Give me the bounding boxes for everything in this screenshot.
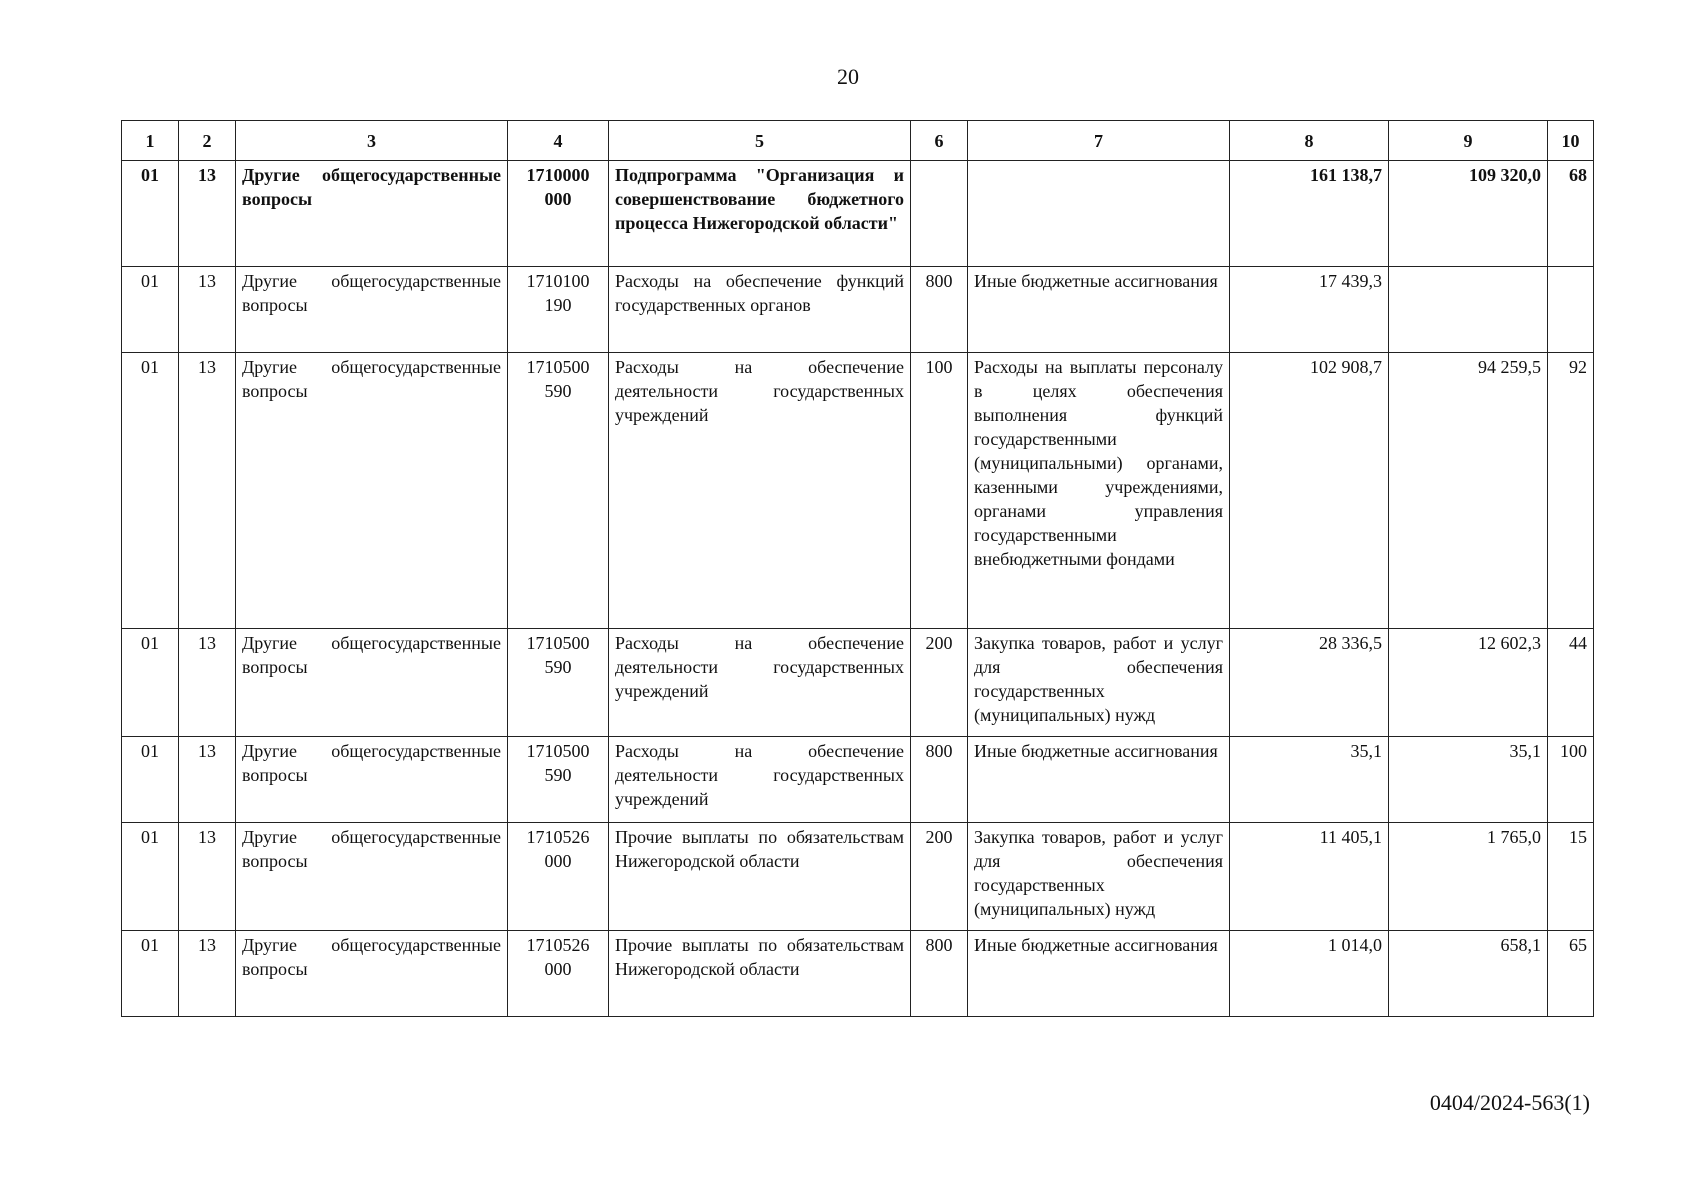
expense-type-name [968,161,1230,267]
execution-percent: 15 [1548,823,1594,931]
expense-type-name: Закупка товаров, работ и услуг для обеспечения государственных (муниципальных) нужд [968,629,1230,737]
subsection-name: Другие общегосударственные вопросы [236,629,508,737]
subsection-code: 13 [179,823,236,931]
expense-type-code: 800 [911,931,968,1017]
column-header: 7 [968,121,1230,161]
column-header: 1 [122,121,179,161]
expense-type-name: Расходы на выплаты персоналу в целях обеспечения выполнения функций государственными (муниципальными) органами, казенными учреждениями, органами управления государственными внебюджетными фондами [968,353,1230,629]
planned-amount: 1 014,0 [1230,931,1389,1017]
table-header-row [122,121,1594,161]
target-article-code: 1710526 000 [508,823,609,931]
executed-amount: 658,1 [1389,931,1548,1017]
target-article-code: 1710500 590 [508,629,609,737]
target-article-name: Прочие выплаты по обязательствам Нижегородской области [609,823,911,931]
target-article-name: Расходы на обеспечение функций государственных органов [609,267,911,353]
expense-type-name: Иные бюджетные ассигнования [968,737,1230,823]
section-code: 01 [122,267,179,353]
execution-percent: 65 [1548,931,1594,1017]
section-code: 01 [122,737,179,823]
subsection-code: 13 [179,161,236,267]
target-article-code: 1710526 000 [508,931,609,1017]
subsection-name: Другие общегосударственные вопросы [236,931,508,1017]
expense-type-name: Иные бюджетные ассигнования [968,931,1230,1017]
subsection-code: 13 [179,267,236,353]
column-header: 10 [1548,121,1594,161]
subsection-code: 13 [179,629,236,737]
planned-amount: 102 908,7 [1230,353,1389,629]
subsection-code: 13 [179,353,236,629]
planned-amount: 11 405,1 [1230,823,1389,931]
table-row [122,931,1594,1017]
table-row [122,161,1594,267]
section-code: 01 [122,629,179,737]
execution-percent [1548,267,1594,353]
target-article-code: 1710100 190 [508,267,609,353]
subsection-name: Другие общегосударственные вопросы [236,267,508,353]
executed-amount: 109 320,0 [1389,161,1548,267]
table-row [122,267,1594,353]
execution-percent: 92 [1548,353,1594,629]
table-row [122,353,1594,629]
column-header: 3 [236,121,508,161]
expense-type-code: 800 [911,737,968,823]
target-article-code: 1710000 000 [508,161,609,267]
document-reference-number: 0404/2024-563(1) [1429,1090,1590,1115]
expense-type-code [911,161,968,267]
section-code: 01 [122,161,179,267]
expense-type-code: 800 [911,267,968,353]
section-code: 01 [122,353,179,629]
column-header: 2 [179,121,236,161]
expense-type-code: 200 [911,823,968,931]
planned-amount: 35,1 [1230,737,1389,823]
budget-table [121,120,1594,1017]
table-row [122,737,1594,823]
column-header: 5 [609,121,911,161]
executed-amount: 35,1 [1389,737,1548,823]
expense-type-code: 200 [911,629,968,737]
executed-amount [1389,267,1548,353]
subsection-code: 13 [179,737,236,823]
target-article-code: 1710500 590 [508,737,609,823]
target-article-code: 1710500 590 [508,353,609,629]
execution-percent: 44 [1548,629,1594,737]
execution-percent: 68 [1548,161,1594,267]
section-code: 01 [122,931,179,1017]
executed-amount: 94 259,5 [1389,353,1548,629]
table-row [122,823,1594,931]
column-header: 9 [1389,121,1548,161]
target-article-name: Подпрограмма "Организация и совершенствование бюджетного процесса Нижегородской области" [609,161,911,267]
page-number: 20 [837,64,859,89]
target-article-name: Прочие выплаты по обязательствам Нижегородской области [609,931,911,1017]
subsection-code: 13 [179,931,236,1017]
section-code: 01 [122,823,179,931]
executed-amount: 12 602,3 [1389,629,1548,737]
expense-type-code: 100 [911,353,968,629]
target-article-name: Расходы на обеспечение деятельности государственных учреждений [609,353,911,629]
expense-type-name: Иные бюджетные ассигнования [968,267,1230,353]
column-header: 8 [1230,121,1389,161]
expense-type-name: Закупка товаров, работ и услуг для обеспечения государственных (муниципальных) нужд [968,823,1230,931]
column-header: 4 [508,121,609,161]
planned-amount: 28 336,5 [1230,629,1389,737]
target-article-name: Расходы на обеспечение деятельности государственных учреждений [609,629,911,737]
table-row [122,629,1594,737]
column-header: 6 [911,121,968,161]
subsection-name: Другие общегосударственные вопросы [236,823,508,931]
subsection-name: Другие общегосударственные вопросы [236,737,508,823]
subsection-name: Другие общегосударственные вопросы [236,353,508,629]
subsection-name: Другие общегосударственные вопросы [236,161,508,267]
planned-amount: 17 439,3 [1230,267,1389,353]
target-article-name: Расходы на обеспечение деятельности государственных учреждений [609,737,911,823]
execution-percent: 100 [1548,737,1594,823]
executed-amount: 1 765,0 [1389,823,1548,931]
planned-amount: 161 138,7 [1230,161,1389,267]
